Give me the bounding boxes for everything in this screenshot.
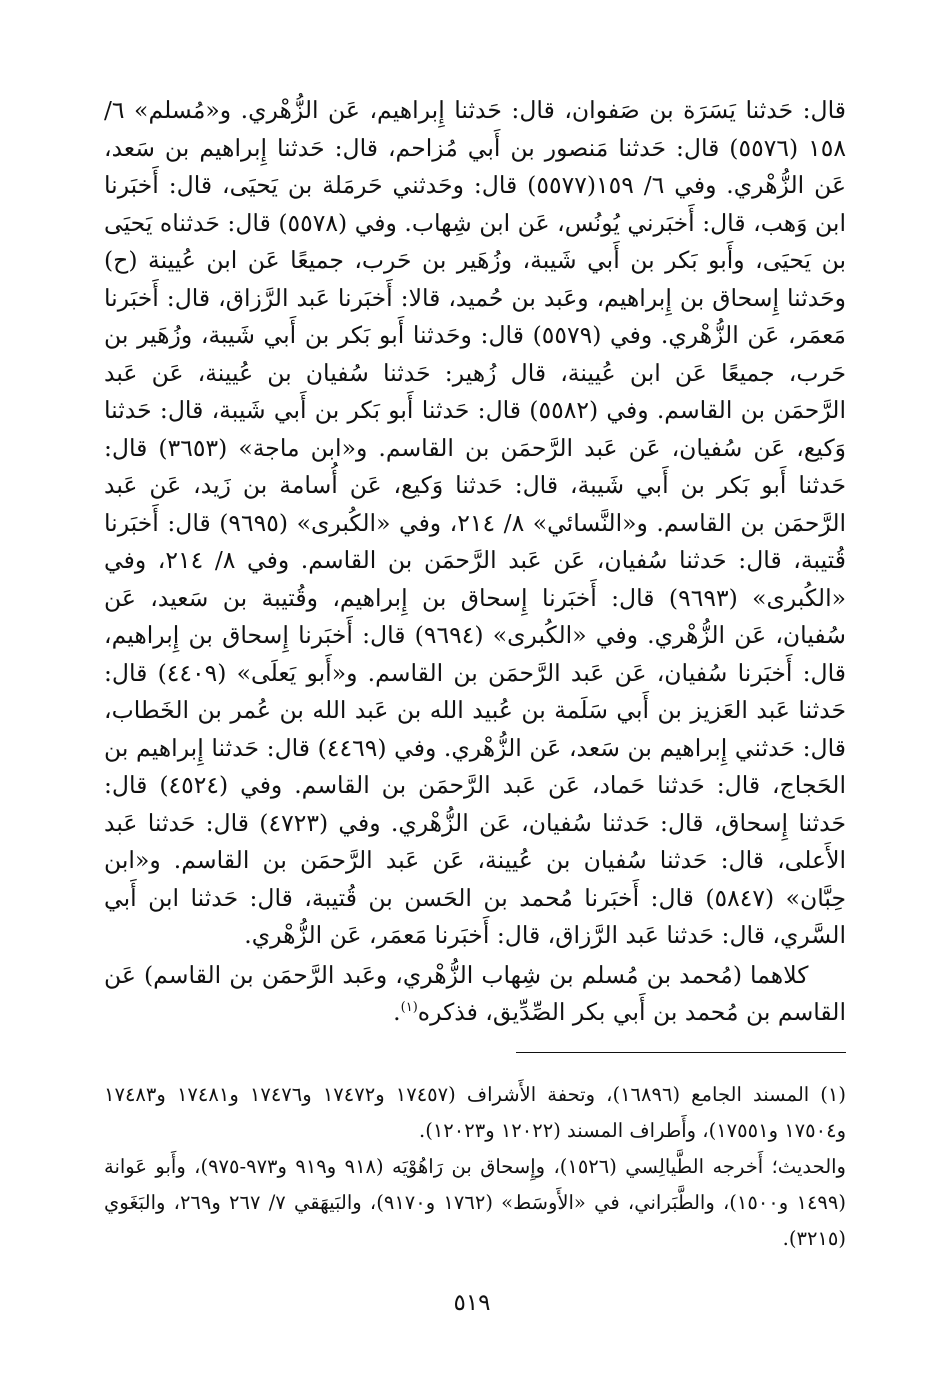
footnote-2: والحديث؛ أَخرجه الطَّيالِسي (١٥٢٦)، وإِسحاق بن رَاهُوْيَه (٩١٨ و٩١٩ و٩٧٣-٩٧٥)، وأَبو عَوانة (١٤٩٩ و١٥٠٠)، والطَّبَراني، في «الأَوسَط» (١٧٦٢ و٩١٧٠)، والبَيهَقي ٧/ ٢٦٧ و٢٦٩، والبَغَوي (٣٢١٥). <box>104 1154 846 1250</box>
conclusion-text: كلاهما (مُحمد بن مُسلم بن شِهاب الزُّهْري، وعَبد الرَّحمَن بن القاسم) عَن القاسم بن مُحمد بن أَبي بكر الصِّدِّيق، فذكره <box>104 960 846 1026</box>
footnote-reference: (١) <box>400 1000 418 1016</box>
hadith-chain-paragraph: قال: حَدثنا يَسَرَة بن صَفوان، قال: حَدثنا إِبراهيم، عَن الزُّهْري. و«مُسلم» ٦/ ١٥٨ (٥٥٧٦) قال: حَدثنا مَنصور بن أَبي مُزاحم، قال: حَدثنا إِبراهيم بن سَعد، عَن الزُّهْري. وفي ٦/ ١٥٩(٥٥٧٧) قال: وحَدثني حَرمَلة بن يَحيَى، قال: أَخبَرنا ابن وَهب، قال: أَخبَرني يُونُس، عَن ابن شِهاب. وفي (٥٥٧٨) قال: حَدثناه يَحيَى بن يَحيَى، وأَبو بَكر بن أَبي شَيبة، وزُهَير بن حَرب، جميعًا عَن ابن عُيينة (ح) وحَدثنا إِسحاق بن إِبراهيم، وعَبد بن حُميد، قالا: أَخبَرنا عَبد الرَّزاق، قال: أَخبَرنا مَعمَر، عَن الزُّهْري. وفي (٥٥٧٩) قال: وحَدثنا أَبو بَكر بن أَبي شَيبة، وزُهَير بن حَرب، جميعًا عَن ابن عُيينة، قال زُهير: حَدثنا سُفيان بن عُيينة، عَن عَبد الرَّحمَن بن القاسم. وفي (٥٥٨٢) قال: حَدثنا أَبو بَكر بن أَبي شَيبة، قال: حَدثنا وَكيع، عَن سُفيان، عَن عَبد الرَّحمَن بن القاسم. و«ابن ماجة» (٣٦٥٣) قال: حَدثنا أَبو بَكر بن أَبي شَيبة، قال: حَدثنا وَكيع، عَن أُسامة بن زَيد، عَن عَبد الرَّحمَن بن القاسم. و«النَّسائي» ٨/ ٢١٤، وفي «الكُبرى» (٩٦٩٥) قال: أَخبَرنا قُتيبة، قال: حَدثنا سُفيان، عَن عَبد الرَّحمَن بن القاسم. وفي ٨/ ٢١٤، وفي «الكُبرى» (٩٦٩٣) قال: أَخبَرنا إِسحاق بن إِبراهيم، وقُتيبة بن سَعيد، عَن سُفيان، عَن الزُّهْري. وفي «الكُبرى» (٩٦٩٤) قال: أَخبَرنا إِسحاق بن إِبراهيم، قال: أَخبَرنا سُفيان، عَن عَبد الرَّحمَن بن القاسم. و«أَبو يَعلَى» (٤٤٠٩) قال: حَدثنا عَبد العَزيز بن أَبي سَلَمة بن عُبيد الله بن عَبد الله بن عُمر بن الخَطاب، قال: حَدثني إِبراهيم بن سَعد، عَن الزُّهْري. وفي (٤٤٦٩) قال: حَدثنا إِبراهيم بن الحَجاج، قال: حَدثنا حَماد، عَن عَبد الرَّحمَن بن القاسم. وفي (٤٥٢٤) قال: حَدثنا إِسحاق، قال: حَدثنا سُفيان، عَن الزُّهْري. وفي (٤٧٢٣) قال: حَدثنا عَبد الأَعلى، قال: حَدثنا سُفيان بن عُيينة، عَن عَبد الرَّحمَن بن القاسم. و«ابن حِبَّان» (٥٨٤٧) قال: أَخبَرنا مُحمد بن الحَسن بن قُتيبة، قال: حَدثنا ابن أَبي السَّري، قال: حَدثنا عَبد الرَّزاق، قال: أَخبَرنا مَعمَر، عَن الزُّهْري. <box>104 96 847 949</box>
footnotes <box>104 1077 846 1257</box>
page-number: ٥١٩ <box>453 1290 491 1316</box>
main-text <box>104 92 846 1032</box>
footnote-divider <box>516 1052 846 1053</box>
conclusion-paragraph: كلاهما (مُحمد بن مُسلم بن شِهاب الزُّهْري، وعَبد الرَّحمَن بن القاسم) عَن القاسم بن مُحمد بن أَبي بكر الصِّدِّيق، فذكره$^{(١)}$. <box>104 960 846 1026</box>
footnote-1: (١) المسند الجامع (١٦٨٩٦)، وتحفة الأَشراف (١٧٤٥٧ و١٧٤٧٢ و١٧٤٧٦ و١٧٤٨١ و١٧٤٨٣ و١٧٥٠٤ و١٧٥٥١)، وأَطراف المسند (١٢٠٢٢ و١٢٠٢٣). <box>104 1082 847 1142</box>
